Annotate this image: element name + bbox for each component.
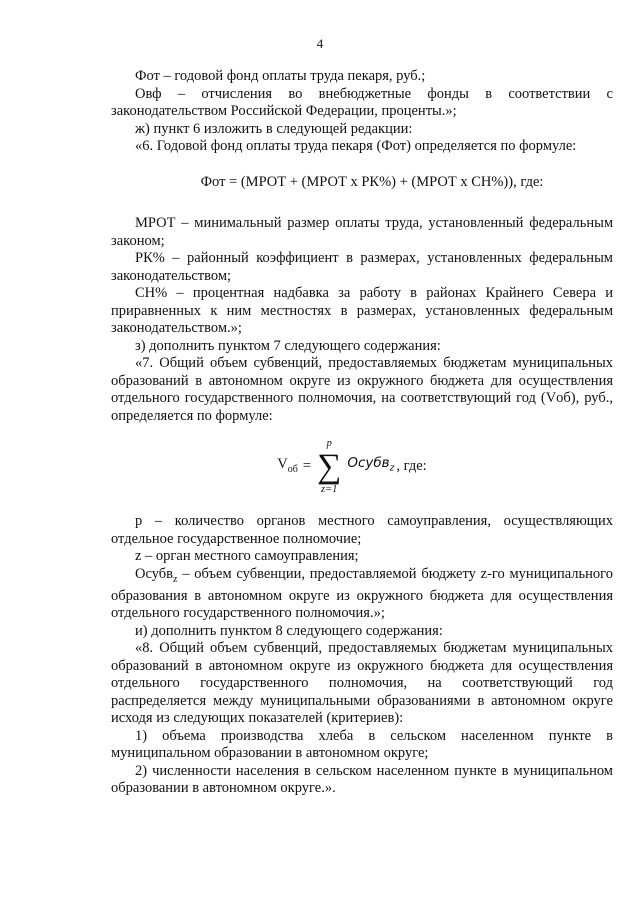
paragraph-z-definition: z – орган местного самоуправления;: [135, 548, 359, 564]
paragraph-osubv-definition: Осубв$_z$ – объем субвенции, предоставляемой бюджету z-го муниципального образования в автономном округе из окружного бюджета для осуществления отдельного государственного полномочия.»;: [111, 565, 613, 622]
formula-tail: , где:: [396, 458, 427, 475]
paragraph-p-definition: p – количество органов местного самоуправления, осуществляющих отдельное государственное полномочие;: [111, 513, 613, 547]
paragraph-fot-definition: Фот – годовой фонд оплаты труда пекаря, руб.;: [135, 68, 426, 84]
document-body: [111, 68, 613, 798]
summation-lower-limit: z=1: [320, 484, 338, 495]
paragraph-rk-definition: РК% – районный коэффициент в размерах, установленных федеральным законодательством;: [111, 250, 613, 284]
paragraph-point-7: «7. Общий объем субвенций, предоставляемых бюджетам муниципальных образований в автономном округе из окружного бюджета для осуществления отдельного государственного полномочия, на соответствующий год (Vоб), руб., определяется по формуле:: [111, 355, 613, 424]
formula-fot: Фот = (МРОТ + (МРОТ x РК%) + (МРОТ x СН%)), где:: [200, 173, 544, 190]
paragraph-item-zh: ж) пункт 6 изложить в следующей редакции:: [135, 120, 413, 137]
summation-term: Осубв$_z$: [347, 455, 395, 475]
summation: [317, 438, 341, 496]
paragraph-point-8: «8. Общий объем субвенций, предоставляемых бюджетам муниципальных образований в автономном округе из окружного бюджета для осуществления отдельного государственного полномочия, на соответствующий год распределяется между муниципальными образованиями в автономном округе исходя из следующих показателей (критериев):: [111, 640, 613, 727]
page-number: 4: [316, 36, 324, 51]
formula-equals: =: [302, 458, 312, 475]
paragraph-mrot-definition: МРОТ – минимальный размер оплаты труда, установленный федеральным законом;: [111, 215, 613, 249]
sigma-symbol: ∑: [317, 448, 342, 485]
paragraph-sn-definition: СН% – процентная надбавка за работу в районах Крайнего Севера и приравненных к ним местностях в размерах, установленных федеральным законодательством.»;: [111, 285, 613, 336]
paragraph-criterion-2: 2) численности населения в сельском населенном пункте в муниципальном образовании в автономном округе.».: [111, 762, 613, 797]
formula-vob: [111, 437, 613, 497]
summation-upper-limit: p: [326, 438, 332, 449]
paragraph-criterion-1: 1) объема производства хлеба в сельском населенном пункте в муниципальном образовании в автономном округе;: [111, 727, 613, 762]
paragraph-item-z: з) дополнить пунктом 7 следующего содержания:: [135, 337, 441, 354]
formula-lhs: $V_{об}$: [277, 455, 298, 475]
osubv-symbol: Осубв$_z$: [135, 565, 178, 585]
paragraph-ovf-definition: Овф – отчисления во внебюджетные фонды в соответствии с законодательством Российской Федерации, проценты.»;: [111, 85, 613, 119]
paragraph-point-6: «6. Годовой фонд оплаты труда пекаря (Фот) определяется по формуле:: [135, 138, 577, 154]
paragraph-item-i: и) дополнить пунктом 8 следующего содержания:: [135, 622, 443, 639]
